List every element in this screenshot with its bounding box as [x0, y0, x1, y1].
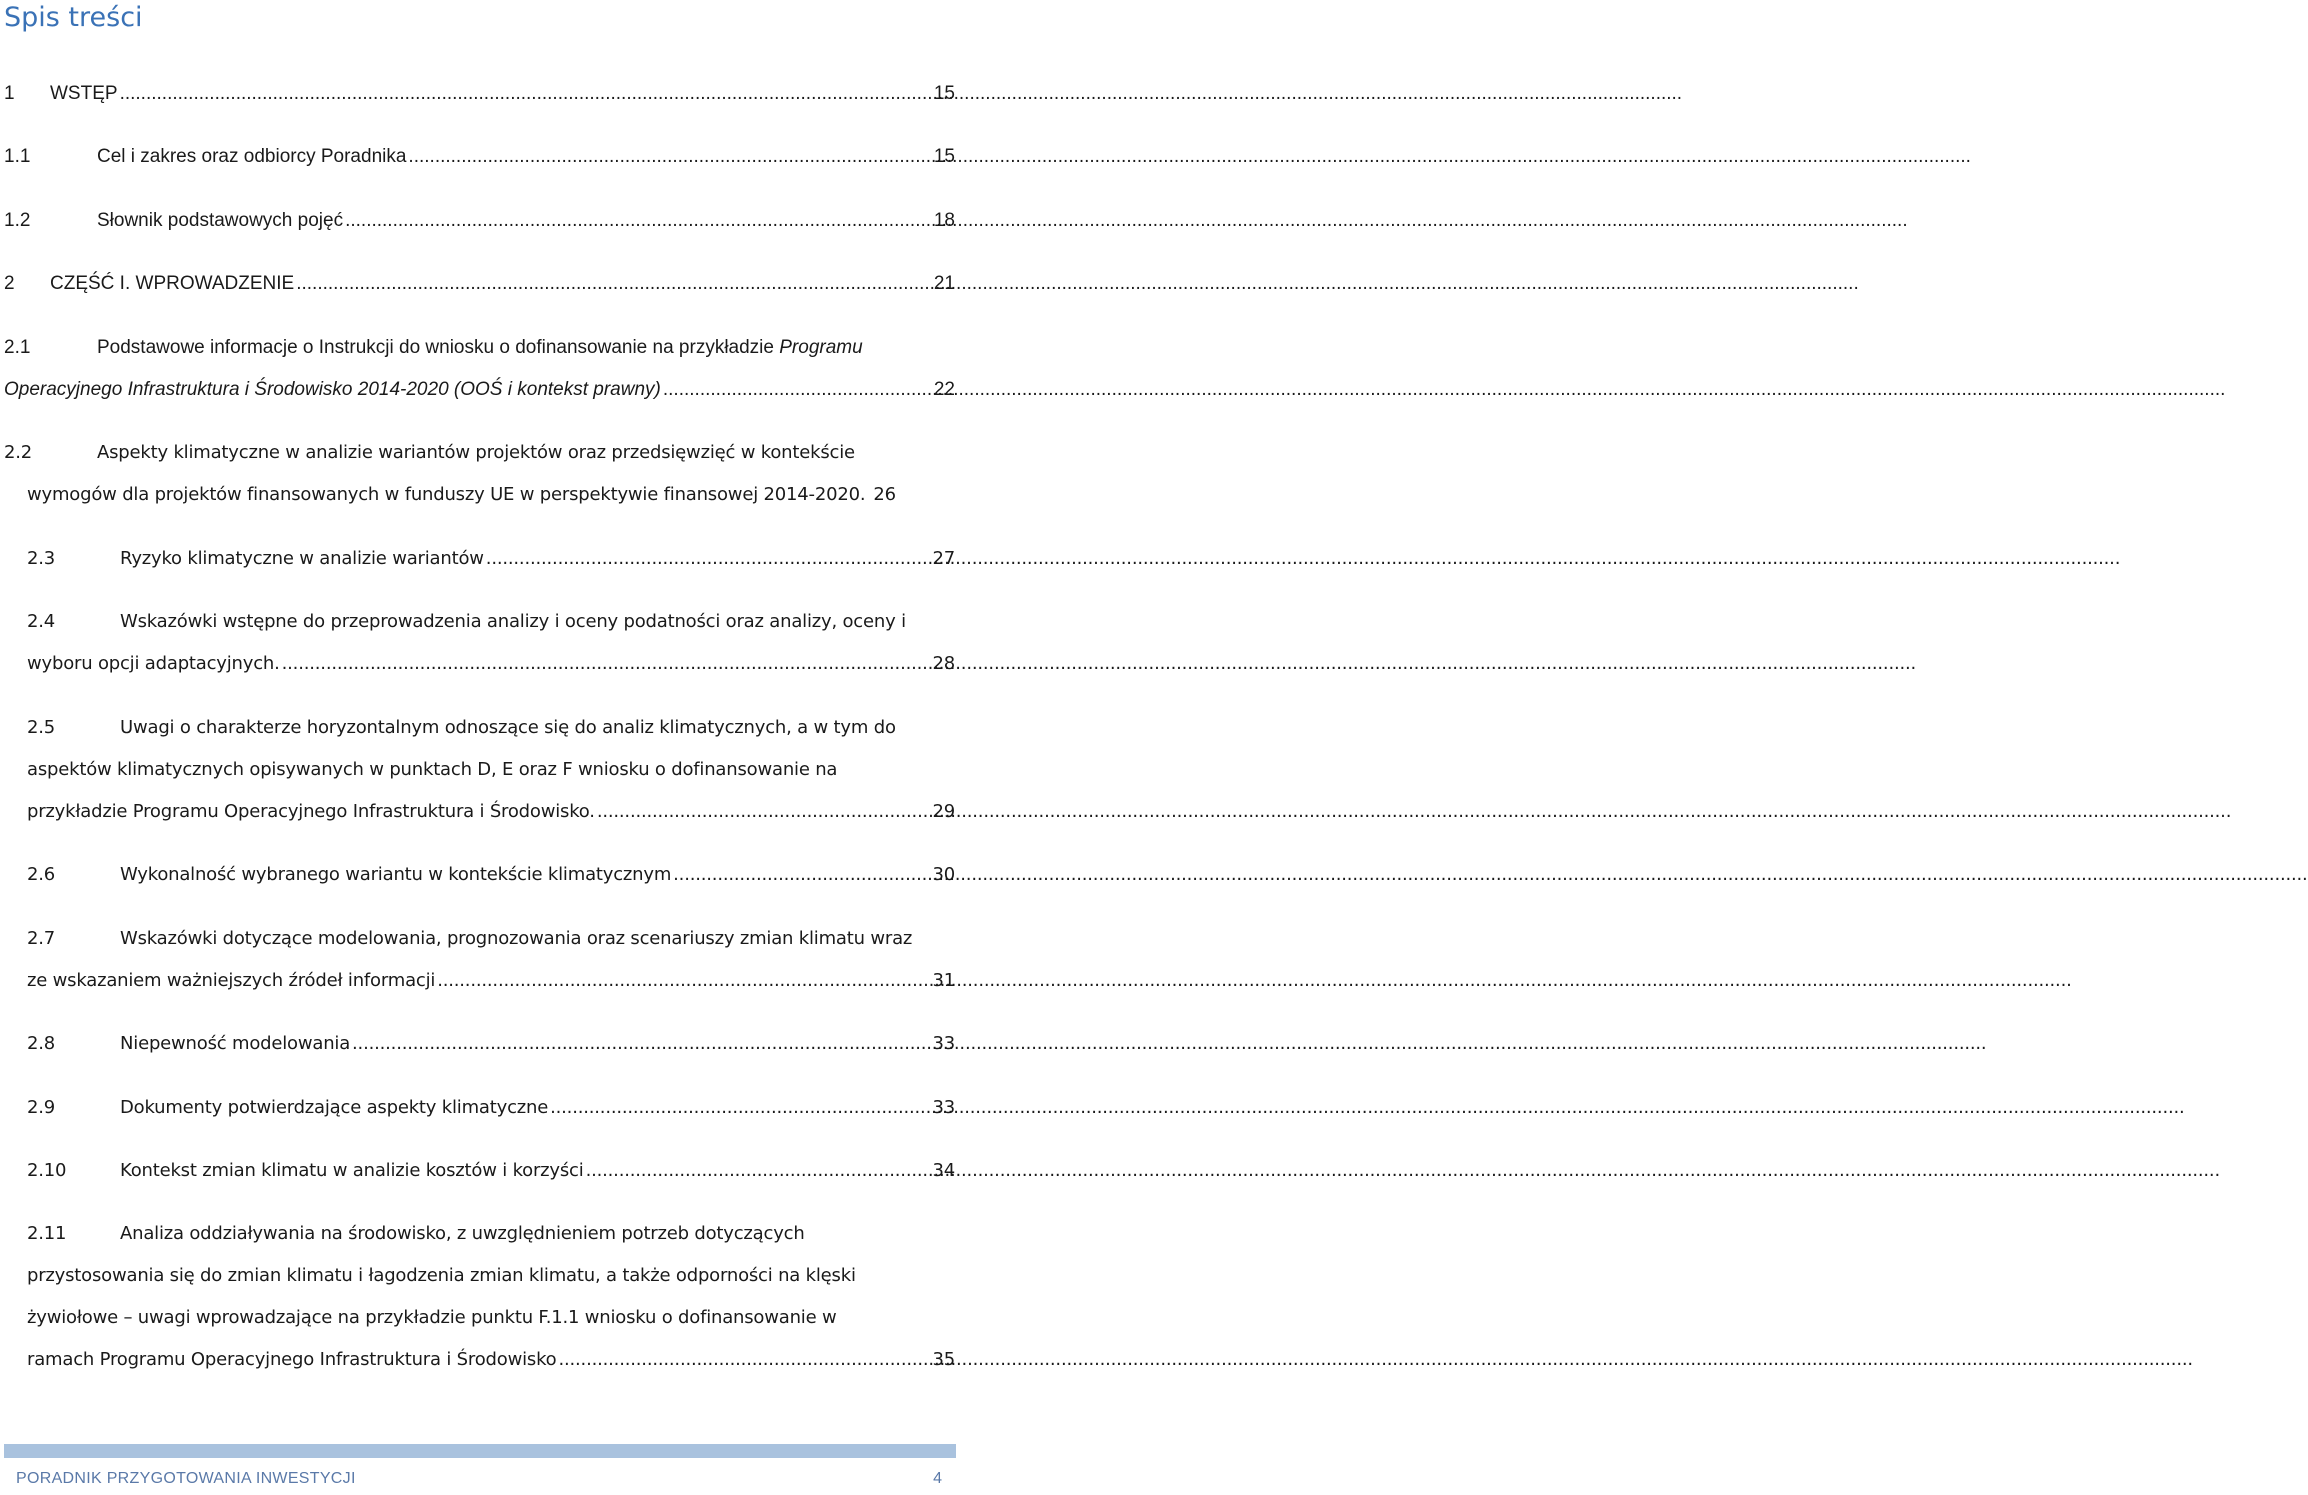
toc-entry-2[interactable]: [4, 272, 955, 296]
toc-page: 35: [932, 1349, 955, 1370]
toc-leader: [548, 1096, 930, 1120]
toc-entry-2-8[interactable]: [4, 1032, 955, 1056]
toc-entry-1-1[interactable]: [4, 145, 955, 169]
footer-page-number: 4: [933, 1470, 942, 1487]
toc-page: 27: [932, 548, 955, 569]
toc-label: aspektów klimatycznych opisywanych w punktach D, E oraz F wniosku o dofinansowanie na: [27, 759, 838, 780]
toc-number: 2.10: [27, 1160, 67, 1181]
toc-leader: [595, 800, 931, 824]
toc-number: 2.4: [27, 611, 56, 632]
toc-entry-2-5-cont1[interactable]: [4, 758, 955, 782]
toc-label: Dokumenty potwierdzające aspekty klimatyczne: [120, 1097, 549, 1118]
toc-number: 2.3: [27, 548, 56, 569]
toc-entry-2-1-cont[interactable]: [4, 378, 955, 402]
toc-number: 2.5: [27, 717, 56, 738]
toc-number: 2.6: [27, 864, 56, 885]
toc-entry-2-1[interactable]: [4, 336, 955, 360]
toc-number: 1.2: [4, 210, 31, 231]
footer-title: PORADNIK PRZYGOTOWANIA INWESTYCJI: [16, 1470, 356, 1487]
toc-label: CZĘŚĆ I. WPROWADZENIE: [50, 273, 295, 294]
toc-label: żywiołowe – uwagi wprowadzające na przykładzie punktu F.1.1 wniosku o dofinansowanie w: [27, 1307, 837, 1328]
table-of-contents: [0, 0, 960, 1495]
toc-entry-2-6[interactable]: [4, 863, 955, 887]
toc-label: Wskazówki dotyczące modelowania, prognozowania oraz scenariuszy zmian klimatu wraz: [120, 928, 913, 949]
page-title: Spis treści: [4, 2, 143, 33]
toc-entry-2-4[interactable]: [4, 610, 955, 634]
toc-page: 33: [932, 1033, 955, 1054]
toc-page: 15: [933, 83, 955, 104]
toc-label: Kontekst zmian klimatu w analizie kosztów i korzyści: [120, 1160, 584, 1181]
toc-label: Aspekty klimatyczne w analizie wariantów projektów oraz przedsięwzięć w kontekście: [97, 442, 855, 463]
toc-page: 15: [933, 146, 955, 167]
toc-number: 2.11: [27, 1223, 67, 1244]
toc-number: 2.8: [27, 1033, 56, 1054]
footer-divider: [4, 1444, 956, 1458]
toc-page: 28: [932, 653, 955, 674]
toc-leader: [350, 1032, 930, 1056]
toc-entry-1[interactable]: [4, 82, 955, 106]
toc-label: ramach Programu Operacyjnego Infrastruktura i Środowisko: [27, 1349, 557, 1370]
toc-entry-2-5-cont2[interactable]: [4, 800, 955, 824]
toc-label: Analiza oddziaływania na środowisko, z uwzględnieniem potrzeb dotyczących: [120, 1223, 805, 1244]
toc-number: 2.9: [27, 1097, 56, 1118]
toc-label: wyboru opcji adaptacyjnych.: [27, 653, 280, 674]
toc-entry-2-11-cont1[interactable]: [4, 1264, 955, 1288]
toc-entry-2-11-cont3[interactable]: [4, 1348, 955, 1372]
toc-number: 1.1: [4, 146, 31, 167]
toc-label: wymogów dla projektów finansowanych w funduszy UE w perspektywie finansowej 2014-2020.: [27, 484, 866, 505]
toc-leader: [484, 547, 931, 571]
toc-leader: [343, 209, 932, 233]
toc-page: 29: [932, 801, 955, 822]
toc-page: 26: [873, 484, 896, 505]
toc-entry-2-10[interactable]: [4, 1159, 955, 1183]
toc-number: 2.2: [4, 442, 33, 463]
toc-page: 34: [932, 1160, 955, 1181]
toc-entry-2-7[interactable]: [4, 927, 955, 951]
toc-entry-2-4-cont[interactable]: [4, 652, 955, 676]
toc-label: Słownik podstawowych pojęć: [97, 210, 344, 231]
toc-label-italic: Programu: [779, 337, 863, 358]
toc-entry-2-9[interactable]: [4, 1096, 955, 1120]
toc-leader: [584, 1159, 931, 1183]
toc-label: przystosowania się do zmian klimatu i łagodzenia zmian klimatu, a także odporności na klęski: [27, 1265, 856, 1286]
toc-leader: [671, 863, 930, 887]
toc-label: Operacyjnego Infrastruktura i Środowisko 2014-2020 (OOŚ i kontekst prawny): [4, 379, 661, 400]
toc-leader: [294, 272, 932, 296]
toc-number: 2.1: [4, 337, 31, 358]
toc-number: 2: [4, 273, 15, 294]
toc-leader: [406, 145, 931, 169]
toc-page: 21: [933, 273, 955, 294]
toc-label: Ryzyko klimatyczne w analizie wariantów: [120, 548, 484, 569]
toc-number: 2.7: [27, 928, 56, 949]
toc-page: 18: [933, 210, 955, 231]
toc-label: Uwagi o charakterze horyzontalnym odnoszące się do analiz klimatycznych, a w tym do: [120, 717, 896, 738]
toc-entry-2-11[interactable]: [4, 1222, 955, 1246]
toc-label: Wykonalność wybranego wariantu w kontekście klimatycznym: [120, 864, 672, 885]
toc-label: [97, 336, 863, 360]
toc-label: Niepewność modelowania: [120, 1033, 351, 1054]
toc-entry-2-5[interactable]: [4, 716, 955, 740]
toc-leader: [556, 1348, 930, 1372]
toc-label: Cel i zakres oraz odbiorcy Poradnika: [97, 146, 407, 167]
toc-label: przykładzie Programu Operacyjnego Infrastruktura i Środowisko.: [27, 801, 595, 822]
toc-entry-2-11-cont2[interactable]: [4, 1306, 955, 1330]
toc-entry-2-3[interactable]: [4, 547, 955, 571]
toc-page: 31: [932, 970, 955, 991]
toc-leader: [118, 82, 932, 106]
toc-entry-1-2[interactable]: [4, 209, 955, 233]
toc-page: 22: [933, 379, 955, 400]
toc-label-line1: Podstawowe informacje o Instrukcji do wniosku o dofinansowanie na przykładzie: [97, 337, 780, 358]
toc-label: ze wskazaniem ważniejszych źródeł informacji: [27, 970, 436, 991]
toc-page: 30: [932, 864, 955, 885]
toc-leader: [280, 652, 931, 676]
toc-number: 1: [4, 83, 15, 104]
toc-entry-2-2-cont[interactable]: [4, 483, 955, 507]
toc-entry-2-7-cont[interactable]: [4, 969, 955, 993]
toc-leader: [435, 969, 930, 993]
toc-leader: [661, 378, 932, 402]
toc-entry-2-2[interactable]: [4, 441, 955, 465]
toc-label: Wskazówki wstępne do przeprowadzenia analizy i oceny podatności oraz analizy, oceny i: [120, 611, 906, 632]
toc-label: WSTĘP: [50, 83, 118, 104]
toc-page: 33: [932, 1097, 955, 1118]
